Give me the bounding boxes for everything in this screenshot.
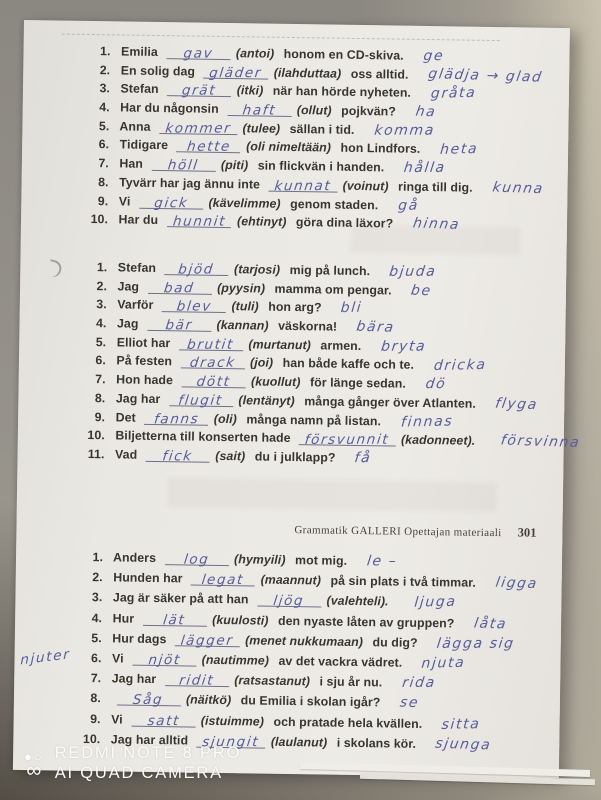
handwritten-blank: brutit xyxy=(186,336,236,353)
sentence-pre: Anna xyxy=(119,119,151,134)
sentence-pre: En solig dag xyxy=(120,63,196,79)
finnish-hint: (ratsastanut) xyxy=(234,673,311,689)
infinity-icon: ∞ xyxy=(26,758,42,782)
handwritten-blank: kommer xyxy=(164,120,233,137)
sentence-pre: Hunden har xyxy=(113,570,183,586)
handwritten-answer: flyga xyxy=(494,395,540,413)
finnish-hint: (ehtinyt) xyxy=(236,214,287,230)
fill-in-blank xyxy=(299,431,395,449)
handwritten-answer: dö xyxy=(424,376,448,393)
sentence-pre: Vi xyxy=(118,193,131,209)
fill-in-blank xyxy=(175,633,240,647)
sentence-pre: Har du någonsin xyxy=(120,100,219,116)
handwritten-answer: rida xyxy=(400,675,437,692)
fill-in-blank xyxy=(151,158,215,172)
finnish-hint: (kuulosti) xyxy=(212,612,269,628)
fill-in-blank xyxy=(177,140,241,154)
handwritten-blank: grät xyxy=(181,82,218,100)
fill-in-blank xyxy=(159,121,237,135)
handwritten-answer: le – xyxy=(365,553,399,570)
sentence-post: för länge sedan. xyxy=(309,375,407,391)
item-number: 1. xyxy=(99,44,111,59)
sentence-post: sin flickvän i handen. xyxy=(257,158,385,175)
bleedthrough-smudge xyxy=(167,477,497,512)
exercise-section-2 xyxy=(17,258,582,472)
finnish-hint: (oli nimeltään) xyxy=(246,139,332,156)
finnish-hint: (piti) xyxy=(220,158,249,173)
finnish-hint: (ilahduttaa) xyxy=(273,65,342,81)
item-number: 3. xyxy=(99,81,111,96)
handwritten-answer: glädja → glad xyxy=(427,65,544,86)
item-number: 6. xyxy=(98,137,110,152)
handwritten-answer: bryta xyxy=(379,338,427,355)
sentence-post: hon Lindfors. xyxy=(340,141,421,157)
sentence-pre: Jag xyxy=(116,316,139,331)
sentence-post: ringa till dig. xyxy=(398,179,473,195)
sentence-pre: Det xyxy=(115,409,136,425)
footer-credit xyxy=(294,522,536,541)
exercise-section-3 xyxy=(13,548,562,758)
handwritten-answer: komma xyxy=(373,122,436,139)
handwritten-blank: hette xyxy=(185,139,232,156)
fill-in-blank xyxy=(164,262,228,276)
fill-in-blank xyxy=(180,356,244,370)
handwritten-blank: höll xyxy=(167,157,200,174)
fill-in-blank xyxy=(257,594,321,608)
fill-in-blank xyxy=(191,573,255,587)
sentence-post: du i julklapp? xyxy=(254,449,336,465)
handwritten-blank: gick xyxy=(152,194,189,211)
handwritten-answer: bli xyxy=(340,300,364,317)
sentence-pre: Jag är säker på att han xyxy=(112,590,249,607)
finnish-hint: (lentänyt) xyxy=(238,393,295,408)
sentence-pre: Vad xyxy=(114,447,138,462)
handwritten-answer: låta xyxy=(472,615,509,633)
handwritten-blank: lät xyxy=(162,611,187,628)
torn-edge-dash-line xyxy=(62,34,500,41)
handwritten-blank: gläder xyxy=(208,64,264,81)
finnish-hint: (menet nukkumaan) xyxy=(245,633,364,649)
sentence-post: pojkvän? xyxy=(341,103,397,119)
finnish-hint: (tarjosi) xyxy=(234,262,281,277)
item-number: 3. xyxy=(96,297,107,312)
handwritten-answer: sitta xyxy=(441,715,482,733)
handwritten-answer: dricka xyxy=(432,357,487,375)
handwritten-blank: hunnit xyxy=(171,213,227,230)
sentence-pre: Har du xyxy=(118,212,159,228)
circles-icon: ●○ xyxy=(24,748,44,764)
sentence-post: hon arg? xyxy=(268,300,322,315)
item-number: 6. xyxy=(90,651,102,666)
fill-in-blank xyxy=(143,612,207,626)
fill-in-blank xyxy=(166,46,230,60)
finnish-hint: (pyysin) xyxy=(217,280,266,296)
item-number: 7. xyxy=(95,372,106,387)
sentence-post: du dig? xyxy=(372,634,418,650)
redmi-camera-icon xyxy=(24,748,44,782)
finnish-hint: (kadonneet). xyxy=(400,432,476,448)
handwritten-answer: sjunga xyxy=(434,735,493,754)
item-number: 11. xyxy=(87,446,105,462)
sentence-pre: Hur xyxy=(112,610,135,626)
handwritten-blank: fick xyxy=(161,448,194,465)
handwritten-blank: försvunnit xyxy=(304,431,391,449)
handwritten-answer: be xyxy=(410,282,434,299)
handwritten-blank: gav xyxy=(182,45,215,62)
handwritten-answer: lägga sig xyxy=(436,635,516,652)
handwritten-blank: flugit xyxy=(177,392,225,409)
finnish-hint: (oli) xyxy=(213,411,237,426)
footer-text: Grammatik GALLERI Opettajan materiaali xyxy=(294,524,502,540)
handwritten-answer: hinna xyxy=(411,215,462,234)
sentence-post: den nyaste låten av gruppen? xyxy=(277,613,455,631)
fill-in-blank xyxy=(162,299,226,313)
finnish-hint: (nautimme) xyxy=(201,652,270,668)
handwritten-blank: log xyxy=(182,551,211,568)
sentence-pre: På festen xyxy=(116,353,173,369)
fill-in-blank xyxy=(148,281,212,295)
item-number: 4. xyxy=(99,100,110,115)
item-number: 5. xyxy=(91,630,102,645)
handwritten-blank: legat xyxy=(200,572,246,589)
handwritten-blank: kunnat xyxy=(273,177,333,195)
sentence-post: i skolans kör. xyxy=(336,735,417,751)
sentence-pre: Hur dags xyxy=(112,631,167,646)
sentence-pre: Jag xyxy=(117,279,140,294)
sentence-pre: Vi xyxy=(111,711,123,727)
handwritten-answer: bjuda xyxy=(388,263,438,280)
finnish-hint: (voinut) xyxy=(342,178,389,194)
item-number: 7. xyxy=(98,156,109,171)
finnish-hint: (istuimme) xyxy=(200,713,265,729)
item-number: 9. xyxy=(94,409,106,424)
handwritten-blank: satt xyxy=(146,712,181,729)
fill-in-blank xyxy=(165,673,229,687)
handwritten-answer: gå xyxy=(397,197,420,214)
sentence-pre: Vi xyxy=(111,651,124,666)
handwritten-blank: haft xyxy=(241,102,277,119)
handwritten-answer: försvinna xyxy=(499,432,582,452)
sentence-pre: Stefan xyxy=(117,260,157,275)
device-name: REDMI NOTE 8 PRO xyxy=(54,744,242,762)
sentence-post: när han hörde nyheten. xyxy=(272,84,412,101)
sentence-post: mig på lunch. xyxy=(289,262,371,279)
handwritten-blank: bjöd xyxy=(177,261,216,278)
sentence-pre: Stefan xyxy=(120,81,159,97)
camera-watermark xyxy=(24,745,241,783)
item-number: 4. xyxy=(91,610,103,625)
item-number: 5. xyxy=(95,334,107,350)
finnish-hint: (joi) xyxy=(250,355,274,371)
handwritten-blank: dött xyxy=(195,373,232,391)
sentence-post: på sin plats i två timmar. xyxy=(330,573,477,590)
item-number: 4. xyxy=(95,316,107,331)
sentence-post: sällan i tid. xyxy=(289,121,355,137)
fill-in-blank xyxy=(181,375,245,389)
handwritten-blank: lägger xyxy=(179,632,235,649)
sentence-pre: Elliot har xyxy=(116,335,171,350)
sentence-post: många namn på listan. xyxy=(246,411,382,428)
sentence-post: oss alltid. xyxy=(350,66,409,82)
handwritten-blank: Såg xyxy=(132,692,165,709)
item-number: 8. xyxy=(90,691,102,706)
exercise-section-1 xyxy=(21,42,570,237)
handwritten-answer: ge xyxy=(422,48,445,65)
item-number: 10. xyxy=(82,731,101,746)
sentence-post: många gånger över Atlanten. xyxy=(304,394,477,411)
sentence-pre: Jag har xyxy=(115,391,161,406)
fill-in-blank xyxy=(147,318,211,332)
finnish-hint: (tulee) xyxy=(242,121,281,136)
handwritten-blank: drack xyxy=(188,355,237,372)
item-number: 9. xyxy=(97,193,109,208)
handwritten-blank: bär xyxy=(164,317,194,334)
item-number: 6. xyxy=(95,353,107,368)
sentence-pre: Hon hade xyxy=(116,372,174,388)
sentence-post: mamma om pengar. xyxy=(274,281,392,298)
sentence-post: honom en CD-skiva. xyxy=(283,46,404,63)
sentence-post: han både kaffe och te. xyxy=(282,356,415,373)
fill-in-blank xyxy=(164,552,228,566)
item-number: 1. xyxy=(96,260,108,275)
fill-in-blank xyxy=(132,653,196,667)
fill-in-blank xyxy=(116,693,180,707)
handwritten-blank: sjungit xyxy=(201,733,261,750)
fill-in-blank xyxy=(167,84,231,98)
sentence-pre: Anders xyxy=(112,550,157,566)
fill-in-blank xyxy=(169,393,233,407)
item-number: 7. xyxy=(90,671,102,686)
finnish-hint: (itki) xyxy=(236,83,264,98)
handwritten-answer: njuta xyxy=(421,654,467,672)
sentence-pre: Varför xyxy=(117,297,154,313)
finnish-hint: (kannan) xyxy=(216,317,269,333)
handwritten-blank: fanns xyxy=(152,410,200,427)
fill-in-blank xyxy=(227,103,291,117)
sentence-pre: Jag har alltid xyxy=(110,732,189,748)
item-number: 2. xyxy=(92,570,103,585)
item-number: 5. xyxy=(98,118,110,134)
item-number: 2. xyxy=(96,278,108,293)
finnish-hint: (kävelimme) xyxy=(208,195,281,211)
fill-in-blank xyxy=(268,177,337,195)
fill-in-blank xyxy=(146,449,210,463)
sentence-post: i sju år nu. xyxy=(319,674,383,690)
finnish-hint: (maannut) xyxy=(260,572,322,588)
handwritten-answer: kunna xyxy=(491,179,545,197)
item-number: 3. xyxy=(91,590,103,605)
sentence-post: av det vackra vädret. xyxy=(278,653,403,670)
sentence-pre: Emilia xyxy=(120,44,159,59)
handwritten-answer: heta xyxy=(439,141,479,159)
item-number: 8. xyxy=(98,174,109,190)
sentence-pre: Han xyxy=(119,156,144,171)
handwritten-answer: ljuga xyxy=(413,594,458,611)
margin-note: njuter xyxy=(20,646,71,669)
sentence-post: genom staden. xyxy=(290,196,379,212)
fill-in-blank xyxy=(144,411,208,425)
sentence-pre: Tyvärr har jag ännu inte xyxy=(119,175,261,192)
item-number: 2. xyxy=(99,62,111,77)
handwritten-answer: få xyxy=(354,449,373,466)
finnish-hint: (hymyili) xyxy=(234,552,286,567)
handwritten-blank: bad xyxy=(163,280,196,297)
finnish-hint: (antoi) xyxy=(235,46,275,61)
finnish-hint: (tuli) xyxy=(231,299,259,314)
finnish-hint: (näitkö) xyxy=(185,692,232,708)
sentence-pre: Jag har xyxy=(111,671,157,687)
handwritten-blank: blev xyxy=(175,298,213,315)
item-number: 9. xyxy=(90,711,101,726)
sentence-post: göra dina läxor? xyxy=(295,215,394,231)
handwritten-answer: finnas xyxy=(399,413,454,431)
sentence-post: och pratade hela kvällen. xyxy=(273,714,423,731)
finnish-hint: (ollut) xyxy=(296,103,332,118)
fill-in-blank xyxy=(139,195,203,209)
item-number: 10. xyxy=(87,428,105,443)
sentence-post: mot mig. xyxy=(295,553,348,568)
sentence-post: du Emilia i skolan igår? xyxy=(240,693,381,710)
handwritten-answer: ha xyxy=(414,103,438,121)
finnish-hint: (sait) xyxy=(215,448,246,464)
handwritten-blank: ridit xyxy=(178,672,216,689)
handwritten-answer: se xyxy=(398,694,421,712)
sentence-pre: Biljetterna till konserten hade xyxy=(115,428,291,446)
item-number: 10. xyxy=(90,212,109,227)
handwritten-blank: njöt xyxy=(147,652,182,669)
finnish-hint: (valehteli). xyxy=(326,593,389,609)
handwritten-answer: bära xyxy=(355,318,397,336)
handwritten-answer: ligga xyxy=(494,574,539,593)
handwritten-blank: ljög xyxy=(272,593,306,610)
finnish-hint: (kuollut) xyxy=(250,374,301,390)
sentence-post: armen. xyxy=(320,338,362,353)
camera-mode: AI QUAD CAMERA xyxy=(54,764,223,783)
fill-in-blank xyxy=(167,214,232,228)
fill-in-blank xyxy=(179,337,243,351)
fill-in-blank xyxy=(204,65,269,79)
sentence-post: väskorna! xyxy=(278,318,338,334)
sentence-pre: Tidigare xyxy=(119,137,169,153)
handwritten-answer: gråta xyxy=(429,85,477,103)
finnish-hint: (murtanut) xyxy=(248,337,312,353)
item-number: 8. xyxy=(94,390,106,406)
fill-in-blank xyxy=(131,713,195,727)
paper-sheet xyxy=(13,20,582,782)
page-number: 301 xyxy=(517,525,537,540)
handwritten-answer: hålla xyxy=(402,160,447,177)
item-number: 1. xyxy=(92,550,104,565)
finnish-hint: (laulanut) xyxy=(270,734,328,750)
